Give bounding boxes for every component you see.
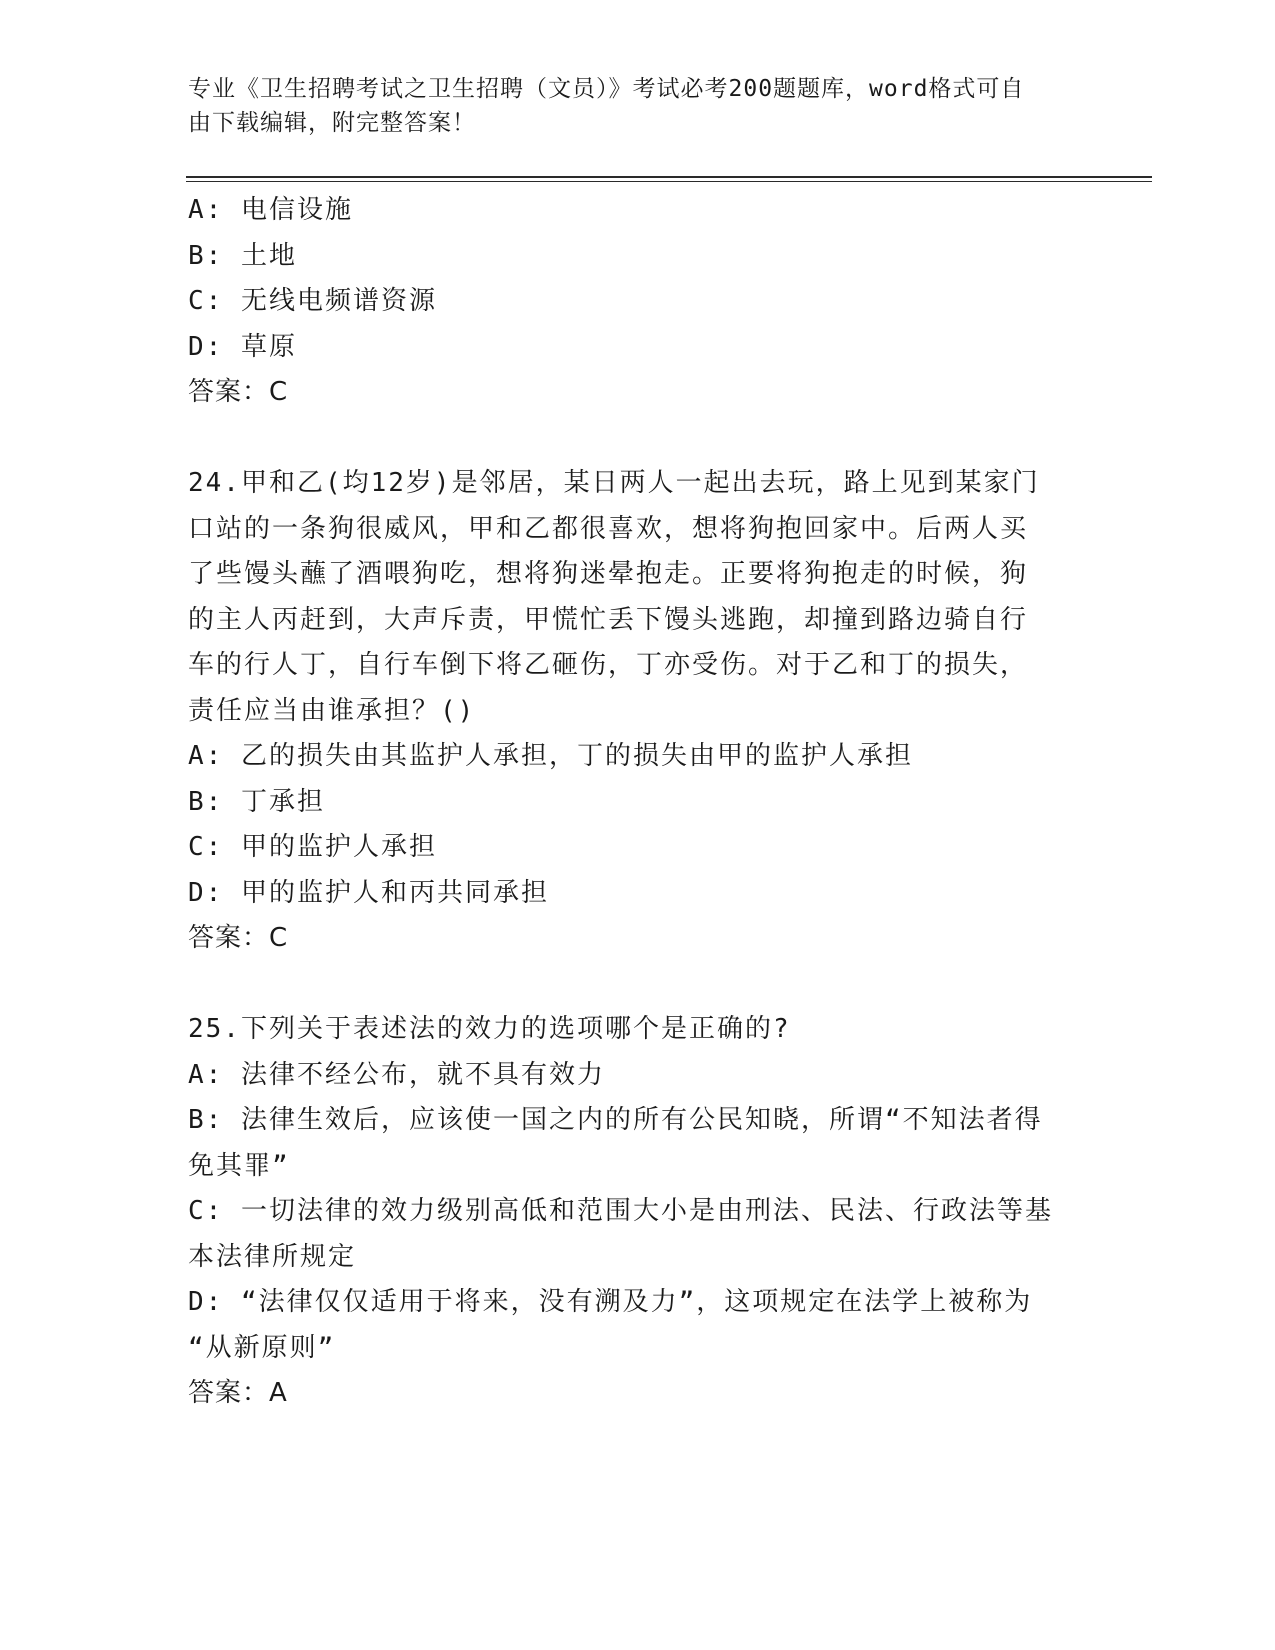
question-stem: 25.下列关于表述法的效力的选项哪个是正确的? — [188, 1014, 791, 1044]
header-divider-thin — [186, 181, 1152, 182]
spacer — [188, 962, 1078, 1008]
question-stem-line: 了些馒头蘸了酒喂狗吃，想将狗迷晕抱走。正要将狗抱走的时候，狗 — [188, 559, 1029, 589]
question-stem-line: 的主人丙赶到，大声斥责，甲慌忙丢下馒头逃跑，却撞到路边骑自行 — [188, 604, 1029, 635]
header-line-2: 由下载编辑，附完整答案！ — [188, 110, 476, 136]
option-d: D: 草原 — [188, 331, 297, 362]
option-d: D: 甲的监护人和丙共同承担 — [188, 877, 549, 908]
option-a: A: 法律不经公布，就不具有效力 — [188, 1059, 605, 1090]
question-stem-line: 车的行人丁，自行车倒下将乙砸伤，丁亦受伤。对于乙和丁的损失， — [188, 650, 1029, 680]
question-stem-line: 口站的一条狗很威风，甲和乙都很喜欢，想将狗抱回家中。后两人买 — [188, 513, 1029, 544]
spacer — [188, 416, 1078, 462]
answer: 答案：A — [188, 1378, 288, 1408]
question-stem-line: 责任应当由谁承担？() — [188, 695, 476, 726]
option-c: C: 一切法律的效力级别高低和范围大小是由刑法、民法、行政法等基 — [188, 1196, 1053, 1226]
question-25 — [188, 1007, 1078, 1417]
answer: 答案：C — [188, 923, 289, 953]
option-c-continued: 本法律所规定 — [188, 1241, 357, 1272]
option-b: B: 丁承担 — [188, 786, 325, 817]
option-c: C: 无线电频谱资源 — [188, 286, 437, 316]
option-b-continued: 免其罪” — [188, 1150, 290, 1181]
question-stem-line: 24.甲和乙(均12岁)是邻居，某日两人一起出去玩，路上见到某家门 — [188, 468, 1040, 498]
option-b: B: 土地 — [188, 240, 297, 271]
document-body — [188, 188, 1078, 1417]
option-a: A: 电信设施 — [188, 195, 353, 225]
header-line-1: 专业《卫生招聘考试之卫生招聘（文员）》考试必考200题题库，word格式可自 — [188, 76, 1025, 102]
document-header — [188, 72, 1068, 140]
question-24 — [188, 461, 1078, 962]
option-c: C: 甲的监护人承担 — [188, 832, 437, 862]
header-divider — [186, 176, 1152, 178]
option-d-continued: “从新原则” — [188, 1332, 336, 1363]
question-23 — [188, 188, 1078, 416]
answer: 答案：C — [188, 377, 289, 407]
option-b: B: 法律生效后，应该使一国之内的所有公民知晓，所谓“不知法者得 — [188, 1105, 1043, 1135]
option-a: A: 乙的损失由其监护人承担，丁的损失由甲的监护人承担 — [188, 741, 913, 771]
option-d: D: “法律仅仅适用于将来，没有溯及力”，这项规定在法学上被称为 — [188, 1287, 1033, 1317]
